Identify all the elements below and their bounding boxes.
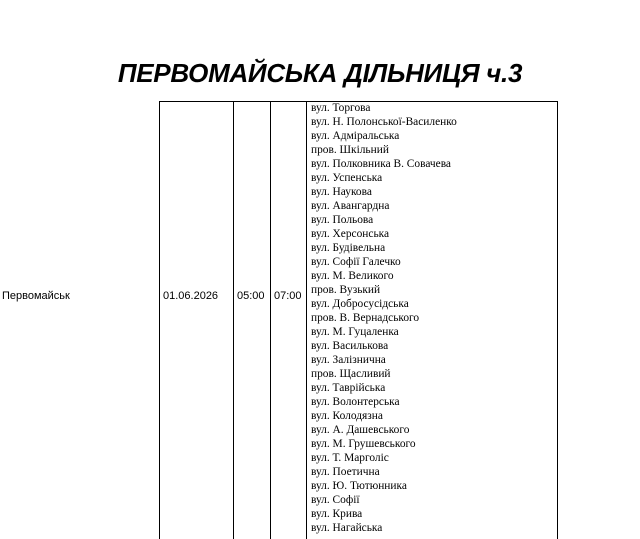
street-item: вул. Колодязна <box>311 410 383 422</box>
time-from-cell: 05:00 <box>237 290 265 302</box>
street-item: пров. Вузький <box>311 284 381 296</box>
page-title: ПЕРВОМАЙСЬКА ДІЛЬНИЦЯ ч.3 <box>117 58 523 88</box>
column-divider <box>270 101 271 539</box>
street-item: вул. Успенська <box>311 172 383 184</box>
street-item: вул. Херсонська <box>311 228 390 240</box>
column-divider <box>233 101 234 539</box>
settlement-cell: Первомайськ <box>2 290 70 302</box>
street-item: вул. Адміральська <box>311 130 400 142</box>
street-item: вул. Торгова <box>311 102 371 114</box>
column-divider <box>306 101 307 539</box>
street-item: вул. Наукова <box>311 186 372 198</box>
street-item: вул. Полковника В. Совачева <box>311 158 451 170</box>
street-item: вул. Таврійська <box>311 382 386 394</box>
street-item: вул. Ю. Тютюнника <box>311 480 407 492</box>
date-cell: 01.06.2026 <box>163 290 219 302</box>
street-item: вул. Волонтерська <box>311 396 400 408</box>
street-item: пров. Шкільний <box>311 144 389 156</box>
street-item: вул. Польова <box>311 214 374 226</box>
street-list <box>311 101 457 535</box>
street-item: пров. В. Вернадського <box>311 312 420 324</box>
time-to-cell: 07:00 <box>274 290 302 302</box>
street-item: вул. Нагайська <box>311 522 383 534</box>
street-item: вул. М. Грушевського <box>311 438 416 450</box>
street-item: вул. Залізнична <box>311 354 386 366</box>
street-item: вул. Софії Галечко <box>311 256 401 268</box>
column-divider <box>557 101 558 539</box>
street-item: вул. Т. Марголіс <box>311 452 389 464</box>
street-item: вул. Крива <box>311 508 363 520</box>
street-item: вул. Н. Полонської-Василенко <box>311 116 457 128</box>
street-item: вул. А. Дашевського <box>311 424 410 436</box>
street-item: вул. М. Великого <box>311 270 394 282</box>
street-item: вул. М. Гуцаленка <box>311 326 399 338</box>
street-item: вул. Будівельна <box>311 242 386 254</box>
column-divider <box>159 101 160 539</box>
street-item: пров. Щасливий <box>311 368 391 380</box>
street-item: вул. Добросусідська <box>311 298 409 310</box>
street-item: вул. Василькова <box>311 340 389 352</box>
street-item: вул. Авангардна <box>311 200 390 212</box>
schedule-table <box>0 101 640 539</box>
street-item: вул. Поетична <box>311 466 380 478</box>
street-item: вул. Софії <box>311 494 360 506</box>
